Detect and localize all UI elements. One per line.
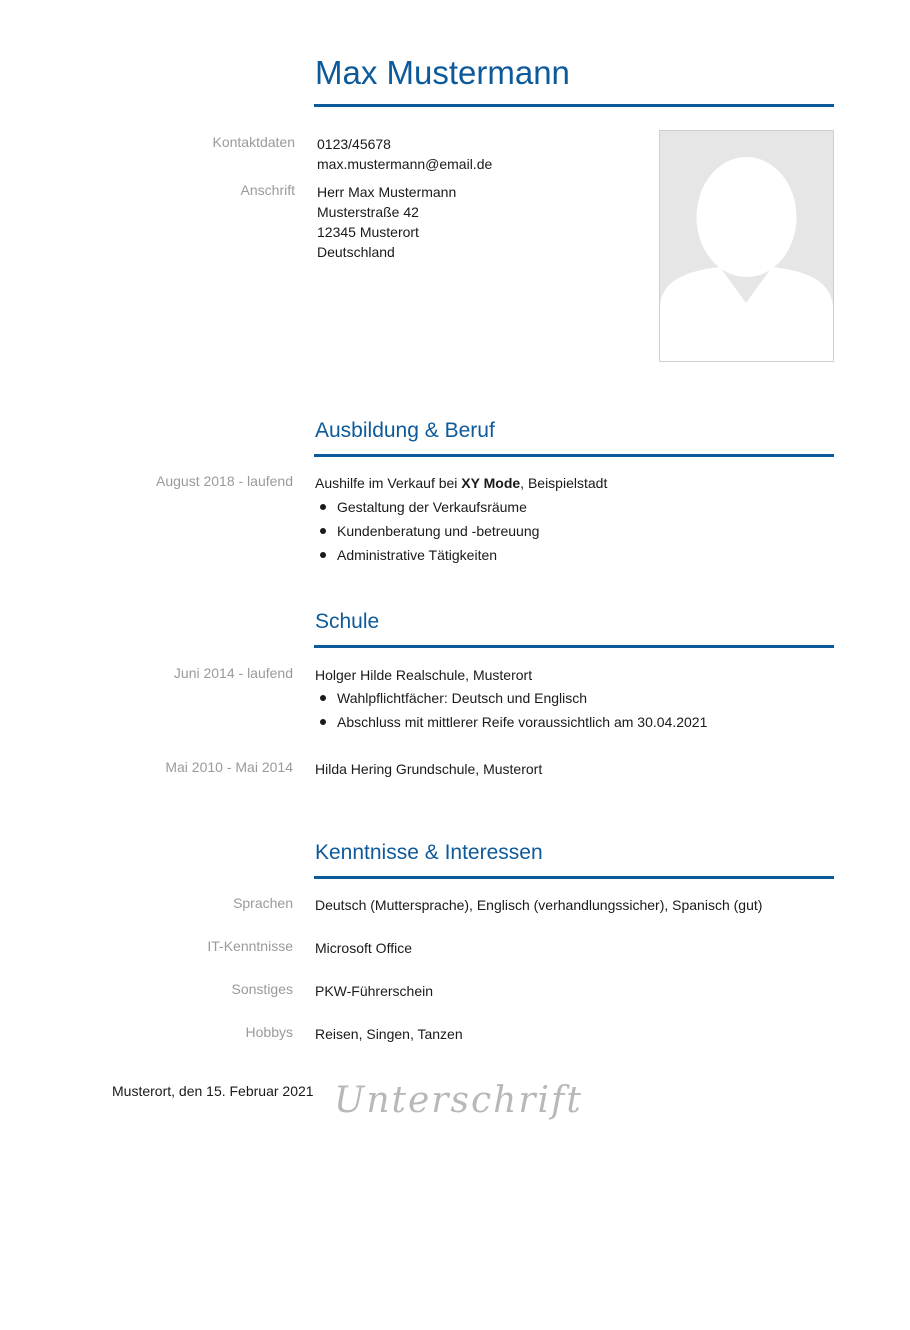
section-title-skills: Kenntnisse & Interessen [315, 841, 543, 864]
signature-place-date: Musterort, den 15. Februar 2021 [112, 1083, 314, 1099]
section-title-school: Schule [315, 610, 380, 633]
name-divider [314, 104, 834, 107]
skill-value: Microsoft Office [315, 940, 412, 956]
entry-date: Juni 2014 - laufend [173, 665, 293, 681]
address-line: 12345 Musterort [317, 224, 419, 240]
person-silhouette-icon [660, 131, 833, 361]
list-item: Kundenberatung und -betreuung [315, 519, 539, 543]
contact-label: Kontaktdaten [212, 134, 295, 150]
list-item: Administrative Tätigkeiten [315, 543, 539, 567]
skill-value: PKW-Führerschein [315, 983, 434, 999]
section-divider [314, 454, 834, 457]
entry-date: August 2018 - laufend [156, 473, 293, 489]
skill-label: Sprachen [233, 895, 293, 911]
cv-name: Max Mustermann [315, 54, 570, 91]
profile-photo-placeholder [659, 130, 834, 362]
list-item: Wahlpflichtfächer: Deutsch und Englisch [315, 686, 707, 710]
skill-label: IT-Kenntnisse [207, 938, 293, 954]
entry-title: Hilda Hering Grundschule, Musterort [315, 761, 543, 777]
skill-label: Sonstiges [231, 981, 293, 997]
address-line: Herr Max Mustermann [317, 184, 457, 200]
address-label: Anschrift [240, 182, 295, 198]
list-item: Abschluss mit mittlerer Reife voraussichtlich am 30.04.2021 [315, 710, 707, 734]
address-line: Musterstraße 42 [317, 204, 419, 220]
section-divider [314, 876, 834, 879]
entry-date: Mai 2010 - Mai 2014 [165, 759, 293, 775]
contact-email: max.mustermann@email.de [317, 156, 493, 172]
signature: Unterschrift [334, 1080, 583, 1121]
entry-bullets [315, 495, 539, 567]
entry-title: Holger Hilde Realschule, Musterort [315, 667, 533, 683]
address-line: Deutschland [317, 244, 395, 260]
section-title-career: Ausbildung & Beruf [315, 419, 495, 442]
entry-bullets [315, 686, 707, 734]
skill-value: Deutsch (Muttersprache), Englisch (verhandlungssicher), Spanisch (gut) [315, 897, 763, 913]
contact-phone: 0123/45678 [317, 136, 391, 152]
list-item: Gestaltung der Verkaufsräume [315, 495, 539, 519]
entry-title: Aushilfe im Verkauf bei XY Mode, Beispielstadt [315, 475, 608, 491]
skill-label: Hobbys [245, 1024, 293, 1040]
section-divider [314, 645, 834, 648]
skill-value: Reisen, Singen, Tanzen [315, 1026, 463, 1042]
